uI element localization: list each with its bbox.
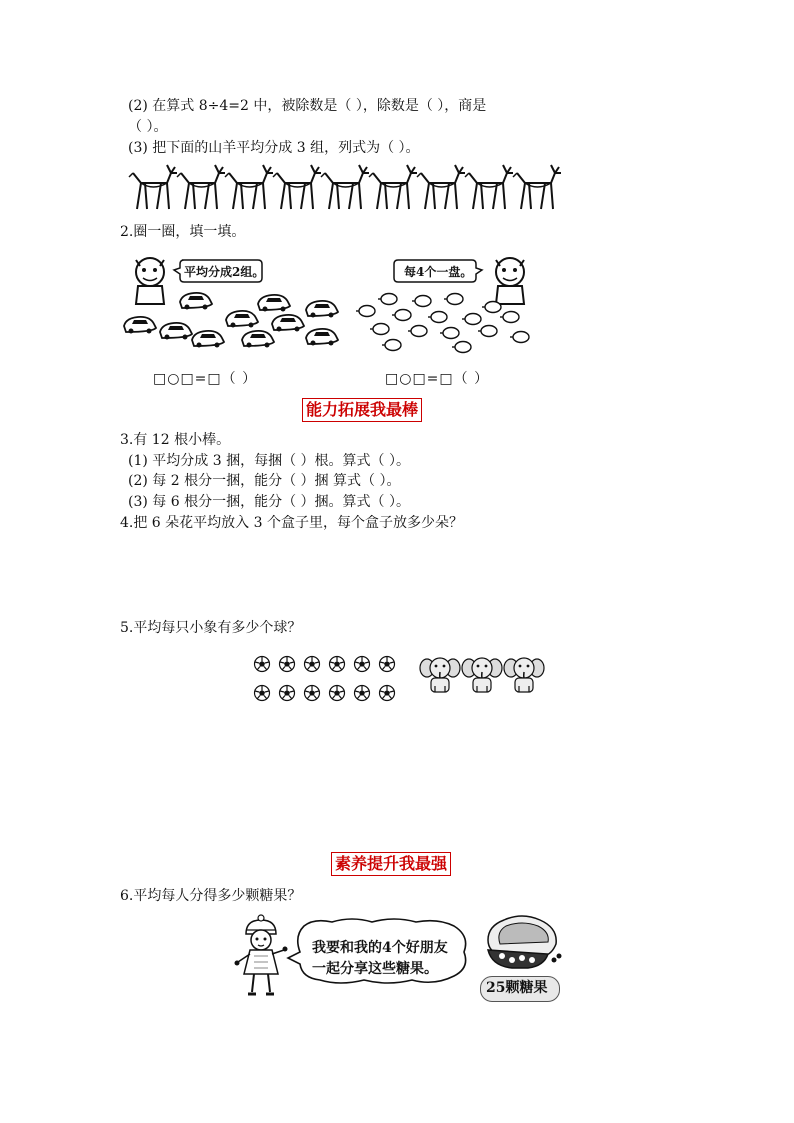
q1-line2-continued: （ ）。 <box>128 119 168 135</box>
q3-line3: (3) 每 6 根分一捆，能分（ ）捆。算式（ ）。 <box>128 494 410 510</box>
q5-title: 5.平均每只小象有多少个球？ <box>120 620 302 636</box>
lemon-2 <box>412 296 431 307</box>
lemon-1 <box>378 294 397 305</box>
ball-12 <box>380 686 395 701</box>
lemons-illustration <box>354 290 530 352</box>
ball-1 <box>255 657 270 672</box>
elephant-1 <box>420 658 460 692</box>
elephant-3 <box>504 658 544 692</box>
elephant-2 <box>462 658 502 692</box>
q2-formula-right[interactable]: □○□=□（ ） <box>385 371 490 387</box>
cars-illustration <box>122 290 342 350</box>
goat-7 <box>417 165 465 209</box>
lemon-16 <box>452 342 471 353</box>
ball-6 <box>380 657 395 672</box>
goat-5 <box>321 165 369 209</box>
car-1 <box>180 293 212 310</box>
speech-line-2: 一起分享这些糖果。 <box>312 961 438 977</box>
q4-title: 4.把 6 朵花平均放入 3 个盒子里，每个盒子放多少朵？ <box>120 515 463 531</box>
lemon-3 <box>444 294 463 305</box>
car-7 <box>160 323 192 340</box>
lemon-5 <box>356 306 375 317</box>
ball-8 <box>280 686 295 701</box>
car-3 <box>306 301 338 318</box>
lemon-13 <box>478 326 497 337</box>
goat-1 <box>129 165 177 209</box>
ball-9 <box>305 686 320 701</box>
q1-line2: (2) 在算式 8÷4=2 中，被除数是（ ），除数是（ ），商是 <box>128 98 487 114</box>
q3-line1: (1) 平均分成 3 捆，每捆（ ）根。算式（ ）。 <box>128 453 410 469</box>
ball-3 <box>305 657 320 672</box>
candy-box-illustration <box>482 914 562 974</box>
bubble-left-text: 平均分成2组。 <box>184 265 265 279</box>
car-2 <box>258 295 290 312</box>
elephants-illustration <box>420 656 544 696</box>
candy-label: 25颗糖果 <box>486 980 548 996</box>
ball-7 <box>255 686 270 701</box>
goat-2 <box>177 165 225 209</box>
balls-illustration <box>254 656 400 702</box>
lemon-10 <box>370 324 389 335</box>
q3-line2: (2) 每 2 根分一捆，能分（ ）捆 算式（ ）。 <box>128 473 401 489</box>
ball-11 <box>355 686 370 701</box>
car-4 <box>226 311 258 328</box>
section-literacy-heading: 素养提升我最强 <box>331 852 451 876</box>
speech-line-1: 我要和我的4个好朋友 <box>312 940 448 956</box>
ball-2 <box>280 657 295 672</box>
ball-4 <box>330 657 345 672</box>
q1-line3: (3) 把下面的山羊平均分成 3 组，列式为（ ）。 <box>128 140 420 156</box>
lemon-8 <box>462 314 481 325</box>
q6-title: 6.平均每人分得多少颗糖果？ <box>120 888 302 904</box>
goats-illustration <box>127 161 567 213</box>
lemon-6 <box>392 310 411 321</box>
lemon-11 <box>408 326 427 337</box>
ball-5 <box>355 657 370 672</box>
goat-9 <box>513 165 561 209</box>
ball-10 <box>330 686 345 701</box>
girl-illustration <box>232 916 290 1002</box>
lemon-15 <box>382 340 401 351</box>
lemon-4 <box>482 302 501 313</box>
car-6 <box>124 317 156 334</box>
bubble-right-text: 每4个一盘。 <box>404 265 473 279</box>
car-9 <box>242 331 274 348</box>
car-5 <box>272 315 304 332</box>
car-8 <box>192 331 224 348</box>
lemon-12 <box>440 328 459 339</box>
section-ability-heading: 能力拓展我最棒 <box>302 398 422 422</box>
lemon-14 <box>510 332 529 343</box>
q2-title: 2.圈一圈，填一填。 <box>120 224 246 240</box>
lemon-9 <box>500 312 519 323</box>
goat-3 <box>225 165 273 209</box>
lemon-7 <box>428 312 447 323</box>
car-10 <box>306 329 338 346</box>
goat-8 <box>465 165 513 209</box>
goat-4 <box>273 165 321 209</box>
q3-title: 3.有 12 根小棒。 <box>120 432 231 448</box>
goat-6 <box>369 165 417 209</box>
q2-formula-left[interactable]: □○□=□（ ） <box>153 371 258 387</box>
